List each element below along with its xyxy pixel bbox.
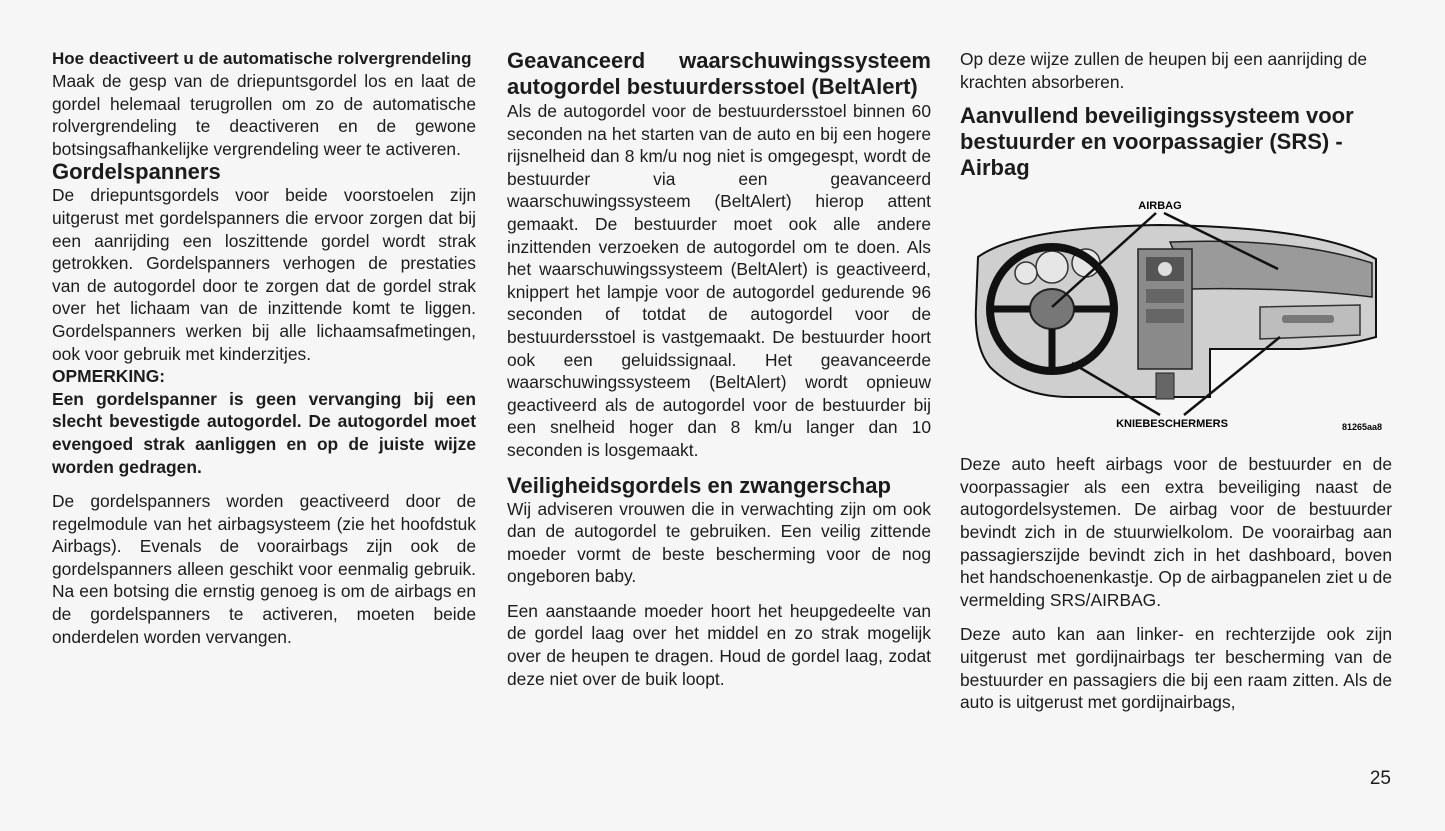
clock [1158,262,1172,276]
fuel-gauge [1015,262,1037,284]
gear-lever [1156,373,1174,399]
paragraph-deactivate-lock: Maak de gesp van de driepuntsgordel los en laat de gordel helemaal terugrollen om zo de automatische rolvergrendeling te deactiveren en de gewone botsingsafhankelijke vergrendeling weer te activeren. [52,71,476,159]
hvac-controls [1146,289,1184,303]
tachometer [1036,251,1068,283]
heading-beltalert: Geavanceerd waarschuwingssysteem autogordel bestuurdersstoel (BeltAlert) [507,48,931,99]
page-number: 25 [1369,768,1391,789]
figure-label-airbag: AIRBAG [1138,200,1182,213]
subheading-deactivate-lock: Hoe deactiveert u de automatische rolvergrendeling [52,49,472,68]
figure-label-knee-bolsters: KNIEBESCHERMERS [1116,418,1228,431]
steering-hub [1030,289,1074,329]
paragraph-gordelspanners: De driepuntsgordels voor beide voorstoelen zijn uitgerust met gordelspanners die ervoor zorgen dat bij een aanrijding een loszittende gordel wordt strak getrokken. Gordelspanners verhogen de prestaties van de autogordel door te zorgen dat de gordel strak over het lichaam van de inzittende komt te liggen. Gordelspanners werken bij alle lichaamsafmetingen, ook voor gebruik met kinderzitjes. [52,185,476,364]
paragraph-zwangerschap-1: Wij adviseren vrouwen die in verwachting zijn om ook dan de autogordel te gebruiken. Een veilig zittende moeder vormt de beste bescherming voor de nog ongeboren baby. [507,498,931,587]
dashboard-illustration [960,197,1384,437]
paragraph-intro: Op deze wijze zullen de heupen bij een aanrijding de krachten absorberen. [960,49,1368,92]
note-body: Een gordelspanner is geen vervanging bij een slecht bevestigde autogordel. De autogordel moet evengoed strak aanliggen en op de juiste wijze worden gedragen. [52,388,476,477]
paragraph-srs-2: Deze auto kan aan linker- en rechterzijde ook zijn uitgerust met gordijnairbags ter bescherming van de bestuurder en passagiers die bij een raam zitten. Als de auto is uitgerust met gordijnairbags, [960,624,1392,713]
paragraph-activation: De gordelspanners worden geactiveerd door de regelmodule van het airbagsysteem (zie het hoofdstuk Airbags). Evenals de voorairbags zijn ook de gordelspanners alleen geschikt voor eenmalig gebruik. Na een botsing die ernstig genoeg is om de airbags en de gordelspanners te activeren, moeten beide onderdelen worden vervangen. [52,491,476,647]
figure-code: 81265aa8 [1341,422,1382,433]
paragraph-beltalert: Als de autogordel voor de bestuurdersstoel binnen 60 seconden na het starten van de auto en bij een hogere rijsnelheid dan 8 km/u nog niet is omgegespt, wordt de bestuurder via een geavanceerd waarschuwingssysteem (BeltAlert) hierop attent gemaakt. De bestuurder moet ook alle andere inzittenden verzoeken de autogordel om te doen. Als het waarschuwingssysteem (BeltAlert) is geactiveerd, knippert het lampje voor de autogordel gedurende 96 seconden of totdat de autogordel voor de bestuurdersstoel is vastgemaakt. De bestuurder hoort ook een geluidssignaal. Het geavanceerde waarschuwingssysteem (BeltAlert) wordt opnieuw geactiveerd als de autogordel voor de bestuurder bij een snelheid hoger dan 8 km/u langer dan 10 seconden is losgemaakt. [507,101,931,460]
heading-gordelspanners: Gordelspanners [52,159,221,185]
paragraph-srs-1: Deze auto heeft airbags voor de bestuurder en de voorpassagier als een extra beveiliging naast de autogordelsystemen. De airbag voor de bestuurder bevindt zich in de stuurwielkolom. De voorairbag aan passagierszijde bevindt zich in het dashboard, boven het handschoenenkastje. Op de airbagpanelen ziet u de vermelding SRS/AIRBAG. [960,454,1392,610]
heading-zwangerschap: Veiligheidsgordels en zwangerschap [507,472,891,498]
glovebox-handle [1282,315,1334,323]
audio-controls [1146,309,1184,323]
paragraph-zwangerschap-2: Een aanstaande moeder hoort het heupgedeelte van de gordel laag over het middel en zo strak mogelijk over de heupen te dragen. Houd de gordel laag, zodat deze niet over de buik loopt. [507,600,931,689]
column-middle [507,48,931,690]
column-left [52,48,476,648]
note-label: OPMERKING: [52,366,166,387]
dashboard-airbag-figure [960,197,1384,437]
heading-srs-airbag: Aanvullend beveiligingssysteem voor bestuurder en voorpassagier (SRS) - Airbag [960,103,1354,181]
column-right [960,48,1392,714]
